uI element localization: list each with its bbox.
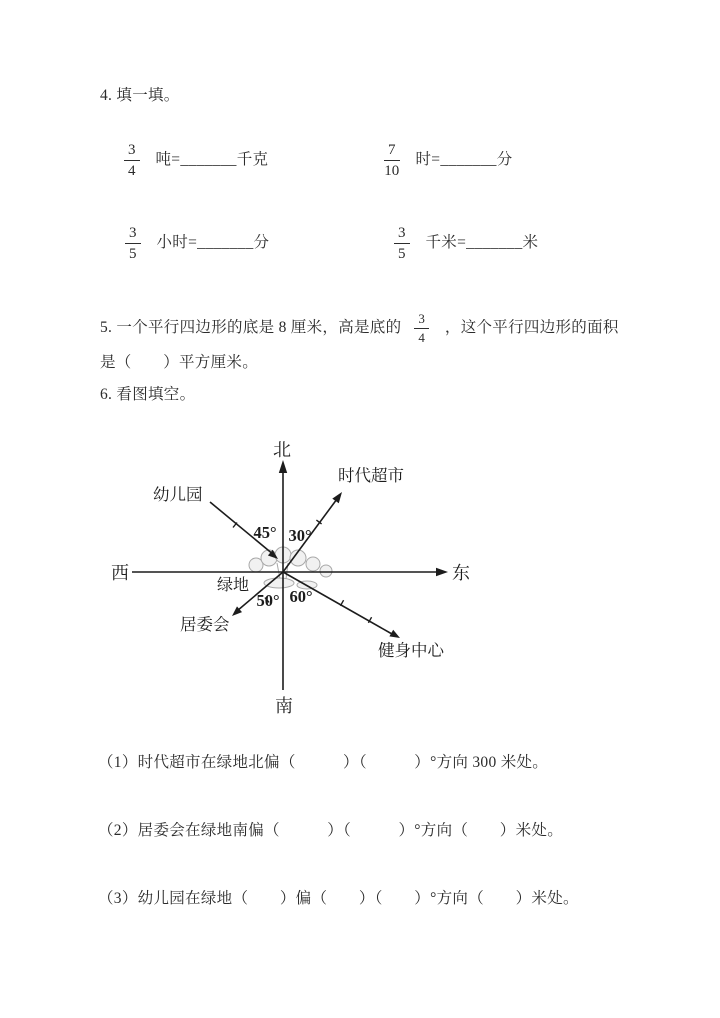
se-place-label: 健身中心	[378, 641, 444, 660]
q4-title: 4. 填一填。	[100, 87, 180, 104]
angle-nw-label: 45°	[253, 523, 277, 542]
q4-blank-text: 小时=_______分	[156, 234, 270, 251]
q5-text-before: 5. 一个平行四边形的底是 8 厘米，高是底的	[100, 319, 402, 336]
ne-arrowhead	[332, 492, 342, 503]
q4-blank-text: 千米=_______米	[425, 234, 539, 251]
sw-place-label: 居委会	[180, 615, 230, 634]
angle-ne-label: 30°	[288, 526, 312, 545]
q4-blank-item	[394, 222, 538, 264]
q4-blank-text: 时=_______分	[415, 151, 513, 168]
nw-place-label: 幼儿园	[153, 485, 203, 504]
fraction-denominator: 4	[128, 162, 136, 179]
east-label: 东	[452, 563, 470, 583]
north-arrowhead	[279, 460, 287, 473]
angle-se-label: 60°	[289, 587, 313, 606]
fraction	[414, 311, 429, 345]
center-place-label: 绿地	[217, 577, 250, 594]
fraction-numerator: 3	[125, 224, 141, 244]
west-label: 西	[111, 563, 129, 583]
q5-text-after: ，这个平行四边形的面积	[444, 319, 619, 336]
se-arrowhead	[389, 630, 400, 638]
q5-line1	[100, 308, 619, 348]
q4-blank-text: 吨=_______千克	[155, 151, 269, 168]
fraction	[394, 224, 410, 263]
green-space-trees-sketch	[249, 547, 332, 589]
south-label: 南	[275, 696, 293, 716]
q4-blank-item	[384, 139, 513, 181]
fraction	[124, 141, 140, 180]
q6-sub-question: （2）居委会在绿地南偏（ ）（ ）°方向（ ）米处。	[98, 822, 564, 839]
q6-title: 6. 看图填空。	[100, 386, 196, 403]
q4-blank-item	[125, 222, 269, 264]
q5-line2: 是（ ）平方厘米。	[100, 354, 259, 371]
fraction-denominator: 5	[398, 245, 406, 262]
q4-blank-item	[124, 139, 268, 181]
fraction	[125, 224, 141, 263]
fraction-denominator: 5	[129, 245, 137, 262]
arrowheads	[232, 460, 448, 638]
fraction-numerator: 3	[394, 224, 410, 244]
compass-diagram	[80, 432, 500, 724]
fraction-denominator: 4	[418, 329, 425, 345]
fraction-numerator: 3	[124, 141, 140, 161]
q6-sub-question: （1）时代超市在绿地北偏（ ）（ ）°方向 300 米处。	[98, 754, 549, 771]
east-arrowhead	[436, 568, 448, 576]
fraction-denominator: 10	[384, 162, 400, 179]
ne-place-label: 时代超市	[338, 466, 404, 485]
fraction-numerator: 3	[414, 311, 429, 329]
q6-sub-question: （3）幼儿园在绿地（ ）偏（ ）（ ）°方向（ ）米处。	[98, 890, 579, 907]
fraction	[384, 141, 400, 180]
angle-sw-label: 50°	[256, 591, 280, 610]
north-label: 北	[273, 440, 291, 460]
fraction-numerator: 7	[384, 141, 400, 161]
